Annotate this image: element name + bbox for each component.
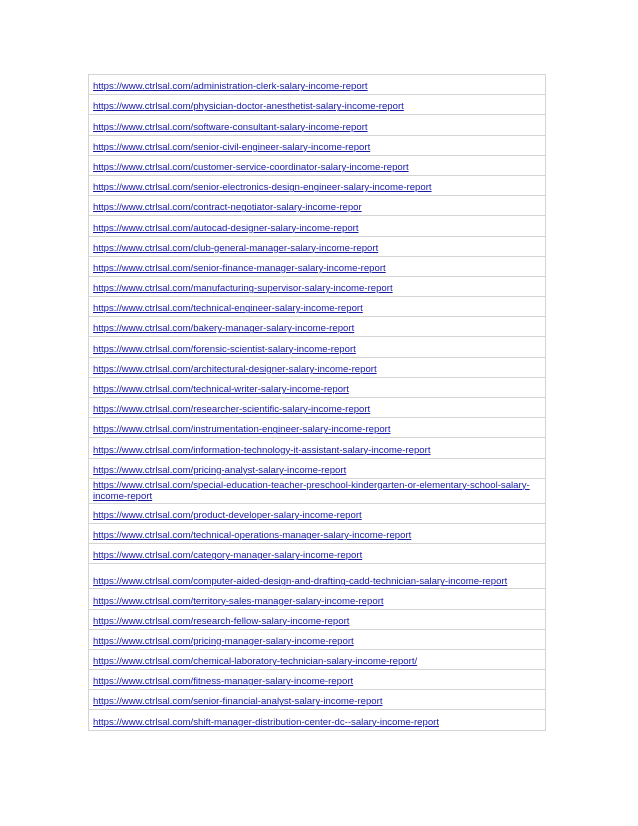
- link[interactable]: https://www.ctrlsal.com/autocad-designer-salary-income-report: [89, 216, 546, 236]
- link[interactable]: https://www.ctrlsal.com/shift-manager-distribution-center-dc--salary-income-report: [89, 710, 546, 730]
- table-row: [89, 135, 546, 155]
- link[interactable]: https://www.ctrlsal.com/pricing-analyst-salary-income-report: [89, 458, 546, 478]
- table-row: [89, 276, 546, 296]
- link[interactable]: https://www.ctrlsal.com/physician-doctor-anesthetist-salary-income-report: [89, 95, 546, 115]
- table-row: [89, 523, 546, 543]
- table-row: [89, 175, 546, 195]
- link[interactable]: https://www.ctrlsal.com/contract-negotiator-salary-income-repor: [89, 196, 546, 216]
- table-row: [89, 398, 546, 418]
- link[interactable]: https://www.ctrlsal.com/senior-civil-engineer-salary-income-report: [89, 135, 546, 155]
- table-row: [89, 629, 546, 649]
- link[interactable]: https://www.ctrlsal.com/fitness-manager-salary-income-report: [89, 670, 546, 690]
- link[interactable]: https://www.ctrlsal.com/product-developer-salary-income-report: [89, 503, 546, 523]
- table-row: [89, 115, 546, 135]
- table-row: [89, 75, 546, 95]
- link[interactable]: https://www.ctrlsal.com/forensic-scientist-salary-income-report: [89, 337, 546, 357]
- link[interactable]: https://www.ctrlsal.com/special-education-teacher-preschool-kindergarten-or-elementary-school-salary-income-report: [89, 478, 546, 503]
- link[interactable]: https://www.ctrlsal.com/category-manager-salary-income-report: [89, 544, 546, 564]
- link[interactable]: https://www.ctrlsal.com/territory-sales-manager-salary-income-report: [89, 589, 546, 609]
- table-row: [89, 377, 546, 397]
- table-row: [89, 155, 546, 175]
- table-row: [89, 458, 546, 478]
- table-row: [89, 95, 546, 115]
- link[interactable]: https://www.ctrlsal.com/customer-service-coordinator-salary-income-report: [89, 155, 546, 175]
- link[interactable]: https://www.ctrlsal.com/chemical-laboratory-technician-salary-income-report/: [89, 649, 546, 669]
- link[interactable]: https://www.ctrlsal.com/technical-writer-salary-income-report: [89, 377, 546, 397]
- table-row: [89, 196, 546, 216]
- link[interactable]: https://www.ctrlsal.com/senior-financial-analyst-salary-income-report: [89, 690, 546, 710]
- table-row: [89, 438, 546, 458]
- table-row: [89, 236, 546, 256]
- table-row: [89, 418, 546, 438]
- link[interactable]: https://www.ctrlsal.com/instrumentation-engineer-salary-income-report: [89, 418, 546, 438]
- table-row: [89, 690, 546, 710]
- table-row: [89, 317, 546, 337]
- link-table: [88, 74, 546, 731]
- table-row: [89, 670, 546, 690]
- table-row: [89, 357, 546, 377]
- table-row: [89, 589, 546, 609]
- table-row: [89, 478, 546, 503]
- table-row: [89, 216, 546, 236]
- link[interactable]: https://www.ctrlsal.com/pricing-manager-salary-income-report: [89, 629, 546, 649]
- link[interactable]: https://www.ctrlsal.com/senior-electronics-design-engineer-salary-income-report: [89, 175, 546, 195]
- link[interactable]: https://www.ctrlsal.com/information-technology-it-assistant-salary-income-report: [89, 438, 546, 458]
- link[interactable]: https://www.ctrlsal.com/research-fellow-salary-income-report: [89, 609, 546, 629]
- table-row: [89, 337, 546, 357]
- table-row: [89, 544, 546, 564]
- table-row: [89, 297, 546, 317]
- link[interactable]: https://www.ctrlsal.com/researcher-scientific-salary-income-report: [89, 398, 546, 418]
- link[interactable]: https://www.ctrlsal.com/computer-aided-design-and-drafting-cadd-technician-salary-income-report: [89, 564, 546, 589]
- link[interactable]: https://www.ctrlsal.com/manufacturing-supervisor-salary-income-report: [89, 276, 546, 296]
- table-row: [89, 256, 546, 276]
- table-row: [89, 609, 546, 629]
- link[interactable]: https://www.ctrlsal.com/administration-clerk-salary-income-report: [89, 75, 546, 95]
- link[interactable]: https://www.ctrlsal.com/technical-engineer-salary-income-report: [89, 297, 546, 317]
- table-row: [89, 710, 546, 730]
- table-row: [89, 503, 546, 523]
- link[interactable]: https://www.ctrlsal.com/bakery-manager-salary-income-report: [89, 317, 546, 337]
- table-row: [89, 649, 546, 669]
- link[interactable]: https://www.ctrlsal.com/architectural-designer-salary-income-report: [89, 357, 546, 377]
- link[interactable]: https://www.ctrlsal.com/club-general-manager-salary-income-report: [89, 236, 546, 256]
- link[interactable]: https://www.ctrlsal.com/software-consultant-salary-income-report: [89, 115, 546, 135]
- link[interactable]: https://www.ctrlsal.com/senior-finance-manager-salary-income-report: [89, 256, 546, 276]
- link[interactable]: https://www.ctrlsal.com/technical-operations-manager-salary-income-report: [89, 523, 546, 543]
- table-row: [89, 564, 546, 589]
